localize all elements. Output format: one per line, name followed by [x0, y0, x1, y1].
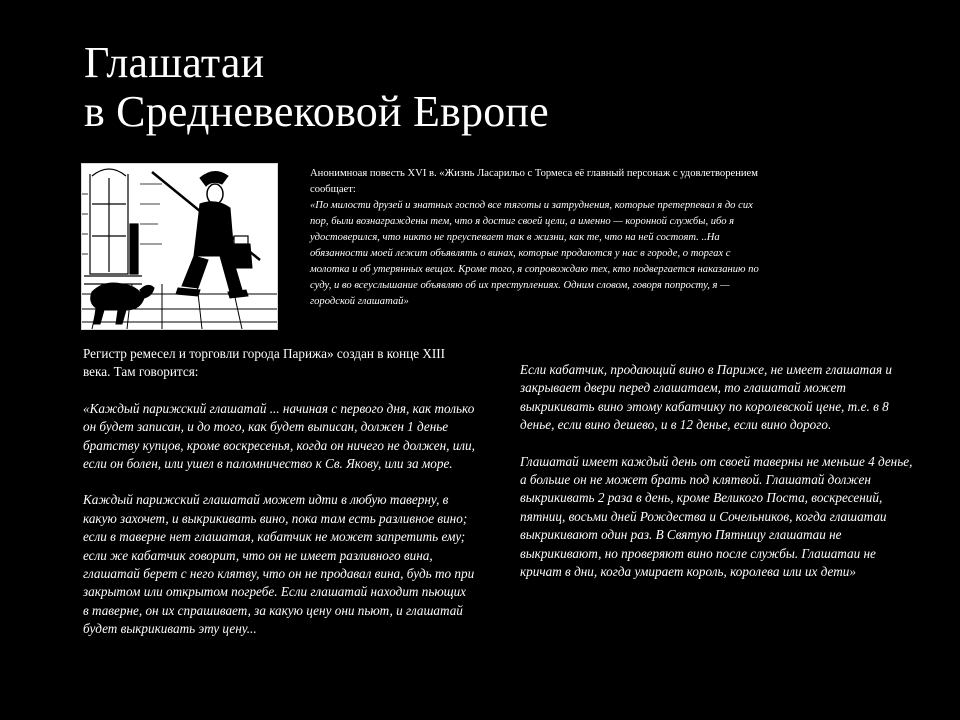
left-paragraph-2: Каждый парижский глашатай может идти в любую таверну, в какую захочет, и выкрикивать вино, пока там есть разливное вино; если в таверне нет глашатая, кабатчик не может запретить ему; если же кабатчик говорит, что он не имеет разливного вина, глашатай берет с него клятву, что он не продавал вина, будь то при закрытом или открытом погребе. Если глашатай находит пьющих в таверне, он их спрашивает, за какую цену они пьют, и глашатай будет выкрикивать эту цену...: [83, 492, 475, 637]
title-line-1: Глашатаи: [84, 38, 265, 87]
left-intro: Регистр ремесел и торговли города Парижа» создан в конце XIII века. Там говорится:: [83, 346, 446, 380]
quote-block: [310, 166, 770, 310]
quote-intro: Анонимноая повесть XVI в. «Жизнь Ласарильо с Тормеса её главный персонаж с удовлетворением сообщает:: [310, 168, 758, 195]
left-column: [83, 345, 475, 657]
page-title: [84, 38, 884, 136]
woodcut-illustration: [81, 163, 278, 330]
left-paragraph-1: «Каждый парижский глашатай ... начиная с первого дня, как только он будет записан, и до того, как будет выписан, должен 1 деньe братству купцов, кроме воскресенья, когда он ничего не должен, или, если он болен, или ушел в паломничество к Св. Якову, или за море.: [83, 400, 475, 472]
right-column: [520, 361, 920, 599]
quote-text: «По милости друзей и знатных господ все тяготы и затруднения, которые претерпевал я до сих пор, были вознаграждены тем, что я достиг своей цели, а именно — коронной службы, ибо я удостоверился, что никто не преуспевает так в жизни, как те, что на ней состоят. ..На обязанности моей лежит объявлять о винах, которые продаются у нас в городе, о торгах с молотка и об утерянных вещах. Кроме того, я сопровождаю тех, кто подвергается наказанию по суду, и во всеуслышание объявляю об их преступлениях. Одним словом, говоря попросту, я — городской глашатай»: [310, 200, 759, 307]
right-paragraph-1: Если кабатчик, продающий вино в Париже, не имеет глашатая и закрывает двери перед глашатаем, то глашатай может выкрикивать вино этому кабатчику по королевской цене, т.е. в 8 деньe, если вино дешево, и в 12 деньe, если вино дорого.: [520, 362, 892, 433]
title-line-2: в Средневековой Европе: [84, 87, 549, 136]
right-paragraph-2: Глашатай имеет каждый день от своей таверны не меньше 4 деньe, а больше он не может брать под клятвой. Глашатай должен выкрикивать 2 раза в день, кроме Великого Поста, воскресений, пятниц, восьми дней Рождества и Сочельников, когда глашатаи выкрикивают один раз. В Святую Пятницу глашатаи не выкрикивают, но проверяют вино после службы. Глашатаи не кричат в дни, когда умирает король, королева или их дети»: [520, 453, 913, 580]
